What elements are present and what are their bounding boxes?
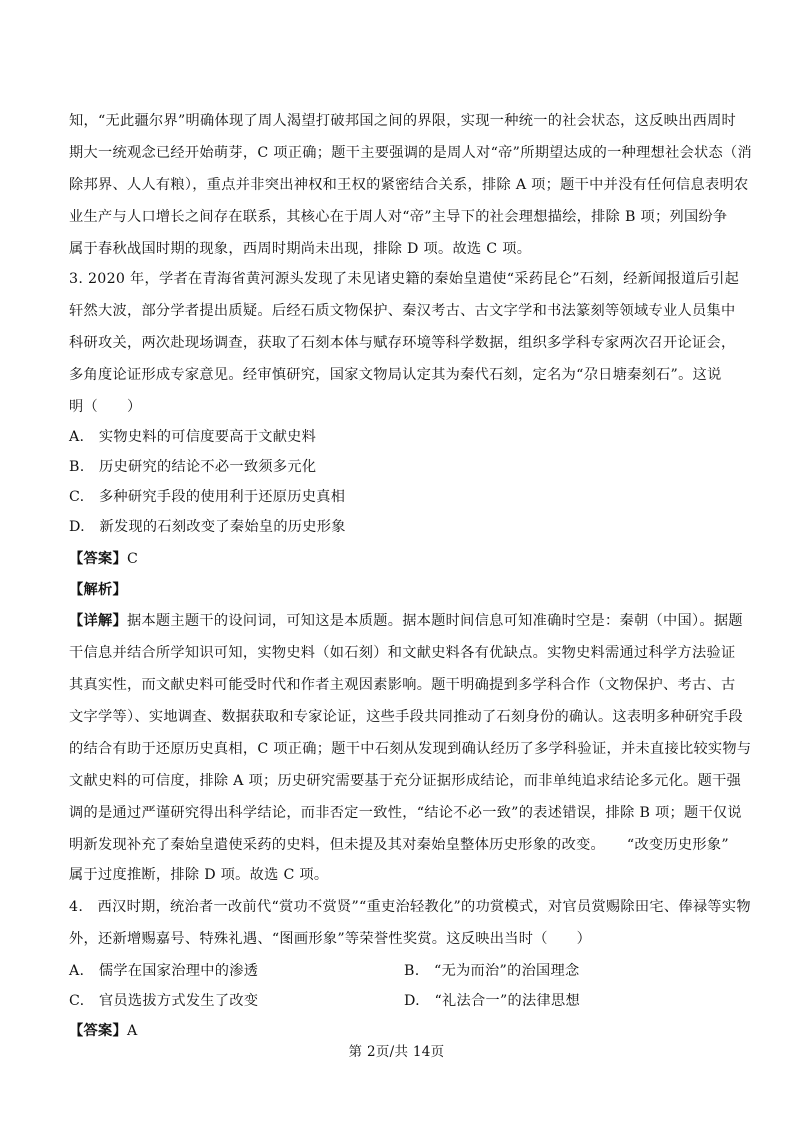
question-4-option-c: C. 官员选拔方式发生了改变	[69, 993, 259, 1009]
detail-line: 文献史料的可信度，排除 A 项；历史研究需要基于充分证据形成结论，而非单纯追求结论多元化。题干强	[69, 773, 742, 789]
analysis-label: 【解析】	[69, 582, 127, 598]
detail-line: 调的是通过严谨研究得出科学结论，而非否定一致性，“结论不必一致”的表述错误，排除 B 项；题干仅说	[69, 805, 742, 821]
detail-line: 其真实性，而文献史料可能受时代和作者主观因素影响。题干明确提到多学科合作（文物保护、考古、古	[69, 677, 736, 693]
answer-value: A	[126, 1023, 138, 1039]
question-3-answer	[69, 549, 138, 569]
question-3-option-a: A. 实物史料的可信度要高于文献史料	[69, 429, 317, 445]
page-number: 第 2页/共 14页	[348, 1044, 445, 1060]
detail-label: 【详解】	[69, 613, 127, 629]
analysis-line: 知，“无此疆尔界”明确体现了周人渴望打破邦国之间的界限，实现一种统一的社会状态，这反映出西周时	[69, 113, 737, 129]
question-4-stem-line: 外，还新增赐嘉号、特殊礼遇、“图画形象”等荣誉性奖赏。这反映出当时（ ）	[69, 931, 592, 947]
detail-first-line	[69, 611, 743, 631]
detail-line: 属于过度推断，排除 D 项。故选 C 项。	[69, 867, 329, 883]
question-3-stem-line: 科研攻关，两次赴现场调查，获取了石刻本体与赋存环境等科学数据，组织多学科专家两次召开论证会，	[69, 335, 736, 351]
question-4-option-b: B. “无为而治”的治国理念	[404, 963, 580, 979]
question-3-option-d: D. 新发现的石刻改变了秦始皇的历史形象	[69, 519, 346, 535]
question-4-option-a: A. 儒学在国家治理中的渗透	[69, 963, 259, 979]
question-4-option-d: D. “礼法合一”的法律思想	[404, 993, 580, 1009]
detail-line: 的结合有助于还原历史真相，C 项正确；题干中石刻从发现到确认经历了多学科验证，并未直接比较实物与	[69, 741, 752, 757]
question-3-stem-line: 轩然大波，部分学者提出质疑。后经石质文物保护、秦汉考古、古文字学和书法篆刻等领域专业人员集中	[69, 303, 736, 319]
analysis-line: 期大一统观念已经开始萌芽，C 项正确；题干主要强调的是周人对“帝”所期望达成的一种理想社会状态（消	[69, 145, 753, 161]
analysis-line: 业生产与人口增长之间存在联系，其核心在于周人对“帝”主导下的社会理想描绘，排除 B 项；列国纷争	[69, 209, 728, 225]
analysis-line: 除邦界、人人有粮），重点并非突出神权和王权的紧密结合关系，排除 A 项；题干中并没有任何信息表明农	[69, 177, 749, 193]
question-3-stem-line: 多角度论证形成专家意见。经审慎研究，国家文物局认定其为秦代石刻，定名为“尕日塘秦刻石”。这说	[69, 367, 722, 383]
answer-label: 【答案】	[69, 551, 127, 567]
question-3-option-b: B. 历史研究的结论不必一致须多元化	[69, 459, 317, 475]
question-4-answer	[69, 1021, 138, 1041]
question-3-stem-line: 3. 2020 年，学者在青海省黄河源头发现了未见诸史籍的秦始皇遣使“采药昆仑”石刻，经新闻报道后引起	[69, 271, 740, 287]
answer-value: C	[126, 551, 139, 567]
detail-line: 明新发现补充了秦始皇遣使采药的史料，但未提及其对秦始皇整体历史形象的改变。 “改变历史形象”	[69, 837, 729, 853]
analysis-line: 属于春秋战国时期的现象，西周时期尚未出现，排除 D 项。故选 C 项。	[69, 241, 532, 257]
question-4-stem-line: 4. 西汉时期，统治者一改前代“赏功不赏贤”“重吏治轻教化”的功赏模式，对官员赏赐除田宅、俸禄等实物	[69, 899, 751, 915]
question-3-stem-line: 明（ ）	[69, 399, 142, 415]
detail-text: 据本题主题干的设问词，可知这是本质题。据本题时间信息可知准确时空是：秦朝（中国）。据题	[126, 613, 743, 629]
question-3-option-c: C. 多种研究手段的使用利于还原历史真相	[69, 489, 346, 505]
detail-line: 干信息并结合所学知识可知，实物史料（如石刻）和文献史料各有优缺点。实物史料需通过科学方法验证	[69, 645, 736, 661]
detail-line: 文字学等）、实地调查、数据获取和专家论证，这些手段共同推动了石刻身份的确认。这表明多种研究手段	[69, 709, 743, 725]
answer-label: 【答案】	[69, 1023, 127, 1039]
